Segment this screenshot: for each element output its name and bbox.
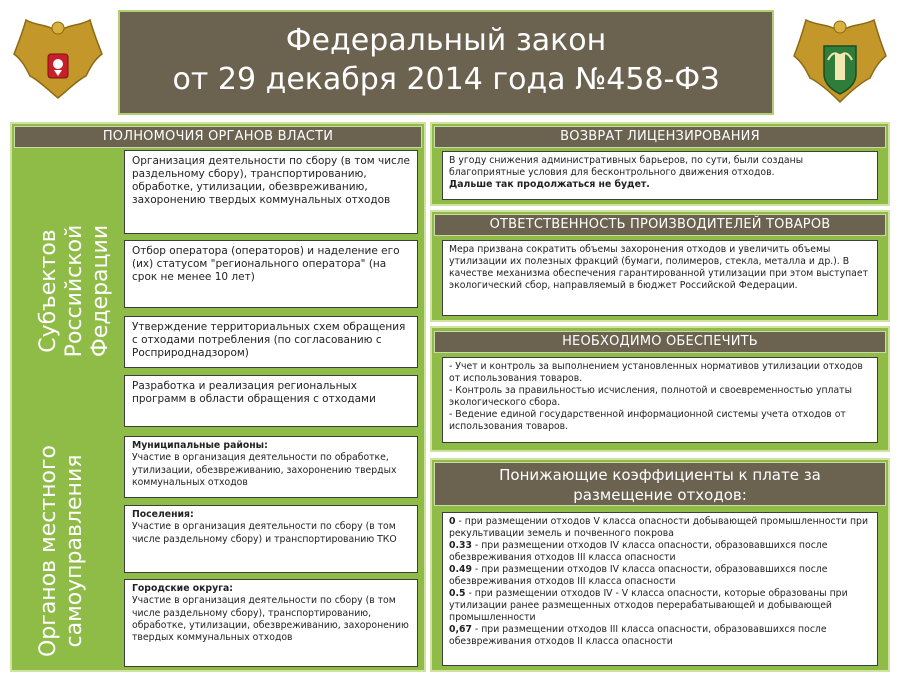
licensing-text: В угоду снижения административных барьеров, по сути, были созданы благоприятные условия для бесконтрольного движения отходов. (449, 155, 804, 178)
subjects-item-2-text: Отбор оператора (операторов) и наделение его (их) статусом "регионального оператора" (на срок не менее 10 лет) (132, 245, 400, 283)
page-title: Федеральный закон (285, 23, 607, 58)
city-districts-title: Городские округа: (132, 583, 233, 594)
coefficients-text-box (442, 512, 878, 666)
coefficient-text: - при размещении отходов IV класса опасности, образовавшихся после обезвреживания отходов III класса опасности (449, 564, 828, 587)
subjects-item-3 (124, 316, 418, 368)
subjects-item-3-text: Утверждение территориальных схем обращения с отходами потребления (по согласованию с Росприроднадзором) (132, 321, 406, 359)
ensure-bar: НЕОБХОДИМО ОБЕСПЕЧИТЬ (434, 331, 886, 353)
powers-bar: ПОЛНОМОЧИЯ ОРГАНОВ ВЛАСТИ (14, 126, 422, 148)
local-label-line1: Органов местного (36, 444, 61, 658)
coefficient-item (449, 540, 871, 564)
settlements-text: Участие в организация деятельности по сбору (в том числе раздельному сбору) и транспортированию ТКО (132, 521, 397, 545)
ensure-item-3: - Ведение единой государственной информационной системы учета отходов от использования товаров. (449, 409, 846, 432)
responsibility-text: Мера призвана сократить объемы захоронения отходов и увеличить объемы утилизации их полезных фракций (бумаги, полимеров, стекла, металла и др.). В качестве механизма обеспечения гарантированной утилизации при этом выступает экологический сбор, направляемый в бюджет Российской Федерации. (449, 244, 868, 291)
licensing-bar: ВОЗВРАТ ЛИЦЕНЗИРОВАНИЯ (434, 126, 886, 148)
local-label-line2: самоуправления (62, 454, 87, 648)
coefficient-value: 0 (449, 516, 456, 527)
subjects-item-1 (124, 150, 418, 234)
ensure-text-box (442, 357, 878, 443)
coefficient-text: - при размещении отходов III класса опасности, образовавшихся после обезвреживания отходов II класса опасности (449, 624, 827, 647)
coefficients-bar-line2: размещение отходов: (573, 486, 747, 504)
ensure-item-1: - Учет и контроль за выполнением установленных нормативов утилизации отходов от использования товаров. (449, 361, 863, 384)
coefficient-item (449, 564, 871, 588)
city-districts-text: Участие в организация деятельности по сбору (в том числе раздельному сбору), транспортированию, обработке, утилизации, обезвреживанию, захоронению твердых коммунальных отходов (132, 595, 409, 644)
subjects-item-4-text: Разработка и реализация региональных программ в области обращения с отходами (132, 380, 376, 405)
coefficient-value: 0,67 (449, 624, 472, 635)
subjects-item-1-text: Организация деятельности по сбору (в том числе раздельному сбору), транспортированию, обработке, утилизации, обезвреживанию, захоронению твердых коммунальных отходов (132, 155, 410, 206)
settlements-item (124, 505, 418, 573)
settlements-title: Поселения: (132, 509, 194, 520)
coefficient-value: 0.5 (449, 588, 466, 599)
subjects-item-4 (124, 375, 418, 427)
subjects-label (36, 169, 113, 413)
coefficient-item (449, 624, 871, 648)
coefficient-text: - при размещении отходов V класса опасности добывающей промышленности при рекультивации земель и почвенного покрова (449, 516, 868, 539)
coefficient-item (449, 516, 871, 540)
coefficients-bar (434, 462, 886, 506)
local-government-label (36, 431, 88, 671)
municipal-districts-title: Муниципальные районы: (132, 440, 268, 451)
responsibility-bar: ОТВЕТСТВЕННОСТЬ ПРОИЗВОДИТЕЛЕЙ ТОВАРОВ (434, 214, 886, 236)
coefficient-value: 0.33 (449, 540, 472, 551)
agency-emblem (788, 12, 892, 116)
licensing-text-box (442, 151, 878, 200)
city-districts-item (124, 579, 418, 667)
subjects-item-2 (124, 240, 418, 308)
licensing-bold-text: Дальше так продолжаться не будет. (449, 179, 650, 190)
ensure-item-2: - Контроль за правильностью исчисления, полнотой и своевременностью уплаты экологического сбора. (449, 385, 852, 408)
municipal-districts-item (124, 436, 418, 498)
page-subtitle: от 29 декабря 2014 года №458-ФЗ (172, 62, 720, 97)
subjects-label-line1: Субъектов Российской (36, 224, 87, 358)
coat-of-arms-emblem (8, 14, 108, 114)
coefficient-text: - при размещении отходов IV - V класса опасности, которые образованы при утилизации ранее размещенных отходов перерабатывающей и добывающей промышленности (449, 588, 848, 623)
municipal-districts-text: Участие в организация деятельности по обработке, утилизации, обезвреживанию, захоронению твердых коммунальных отходов (132, 452, 397, 488)
coefficients-bar-line1: Понижающие коэффициенты к плате за (499, 466, 821, 484)
coefficient-text: - при размещении отходов IV класса опасности, образовавшихся после обезвреживания отходов III класса опасности (449, 540, 828, 563)
coefficient-value: 0.49 (449, 564, 472, 575)
responsibility-text-box (442, 240, 878, 316)
subjects-label-line2: Федерации (88, 224, 113, 358)
page-header (118, 10, 774, 115)
coefficient-item (449, 588, 871, 624)
